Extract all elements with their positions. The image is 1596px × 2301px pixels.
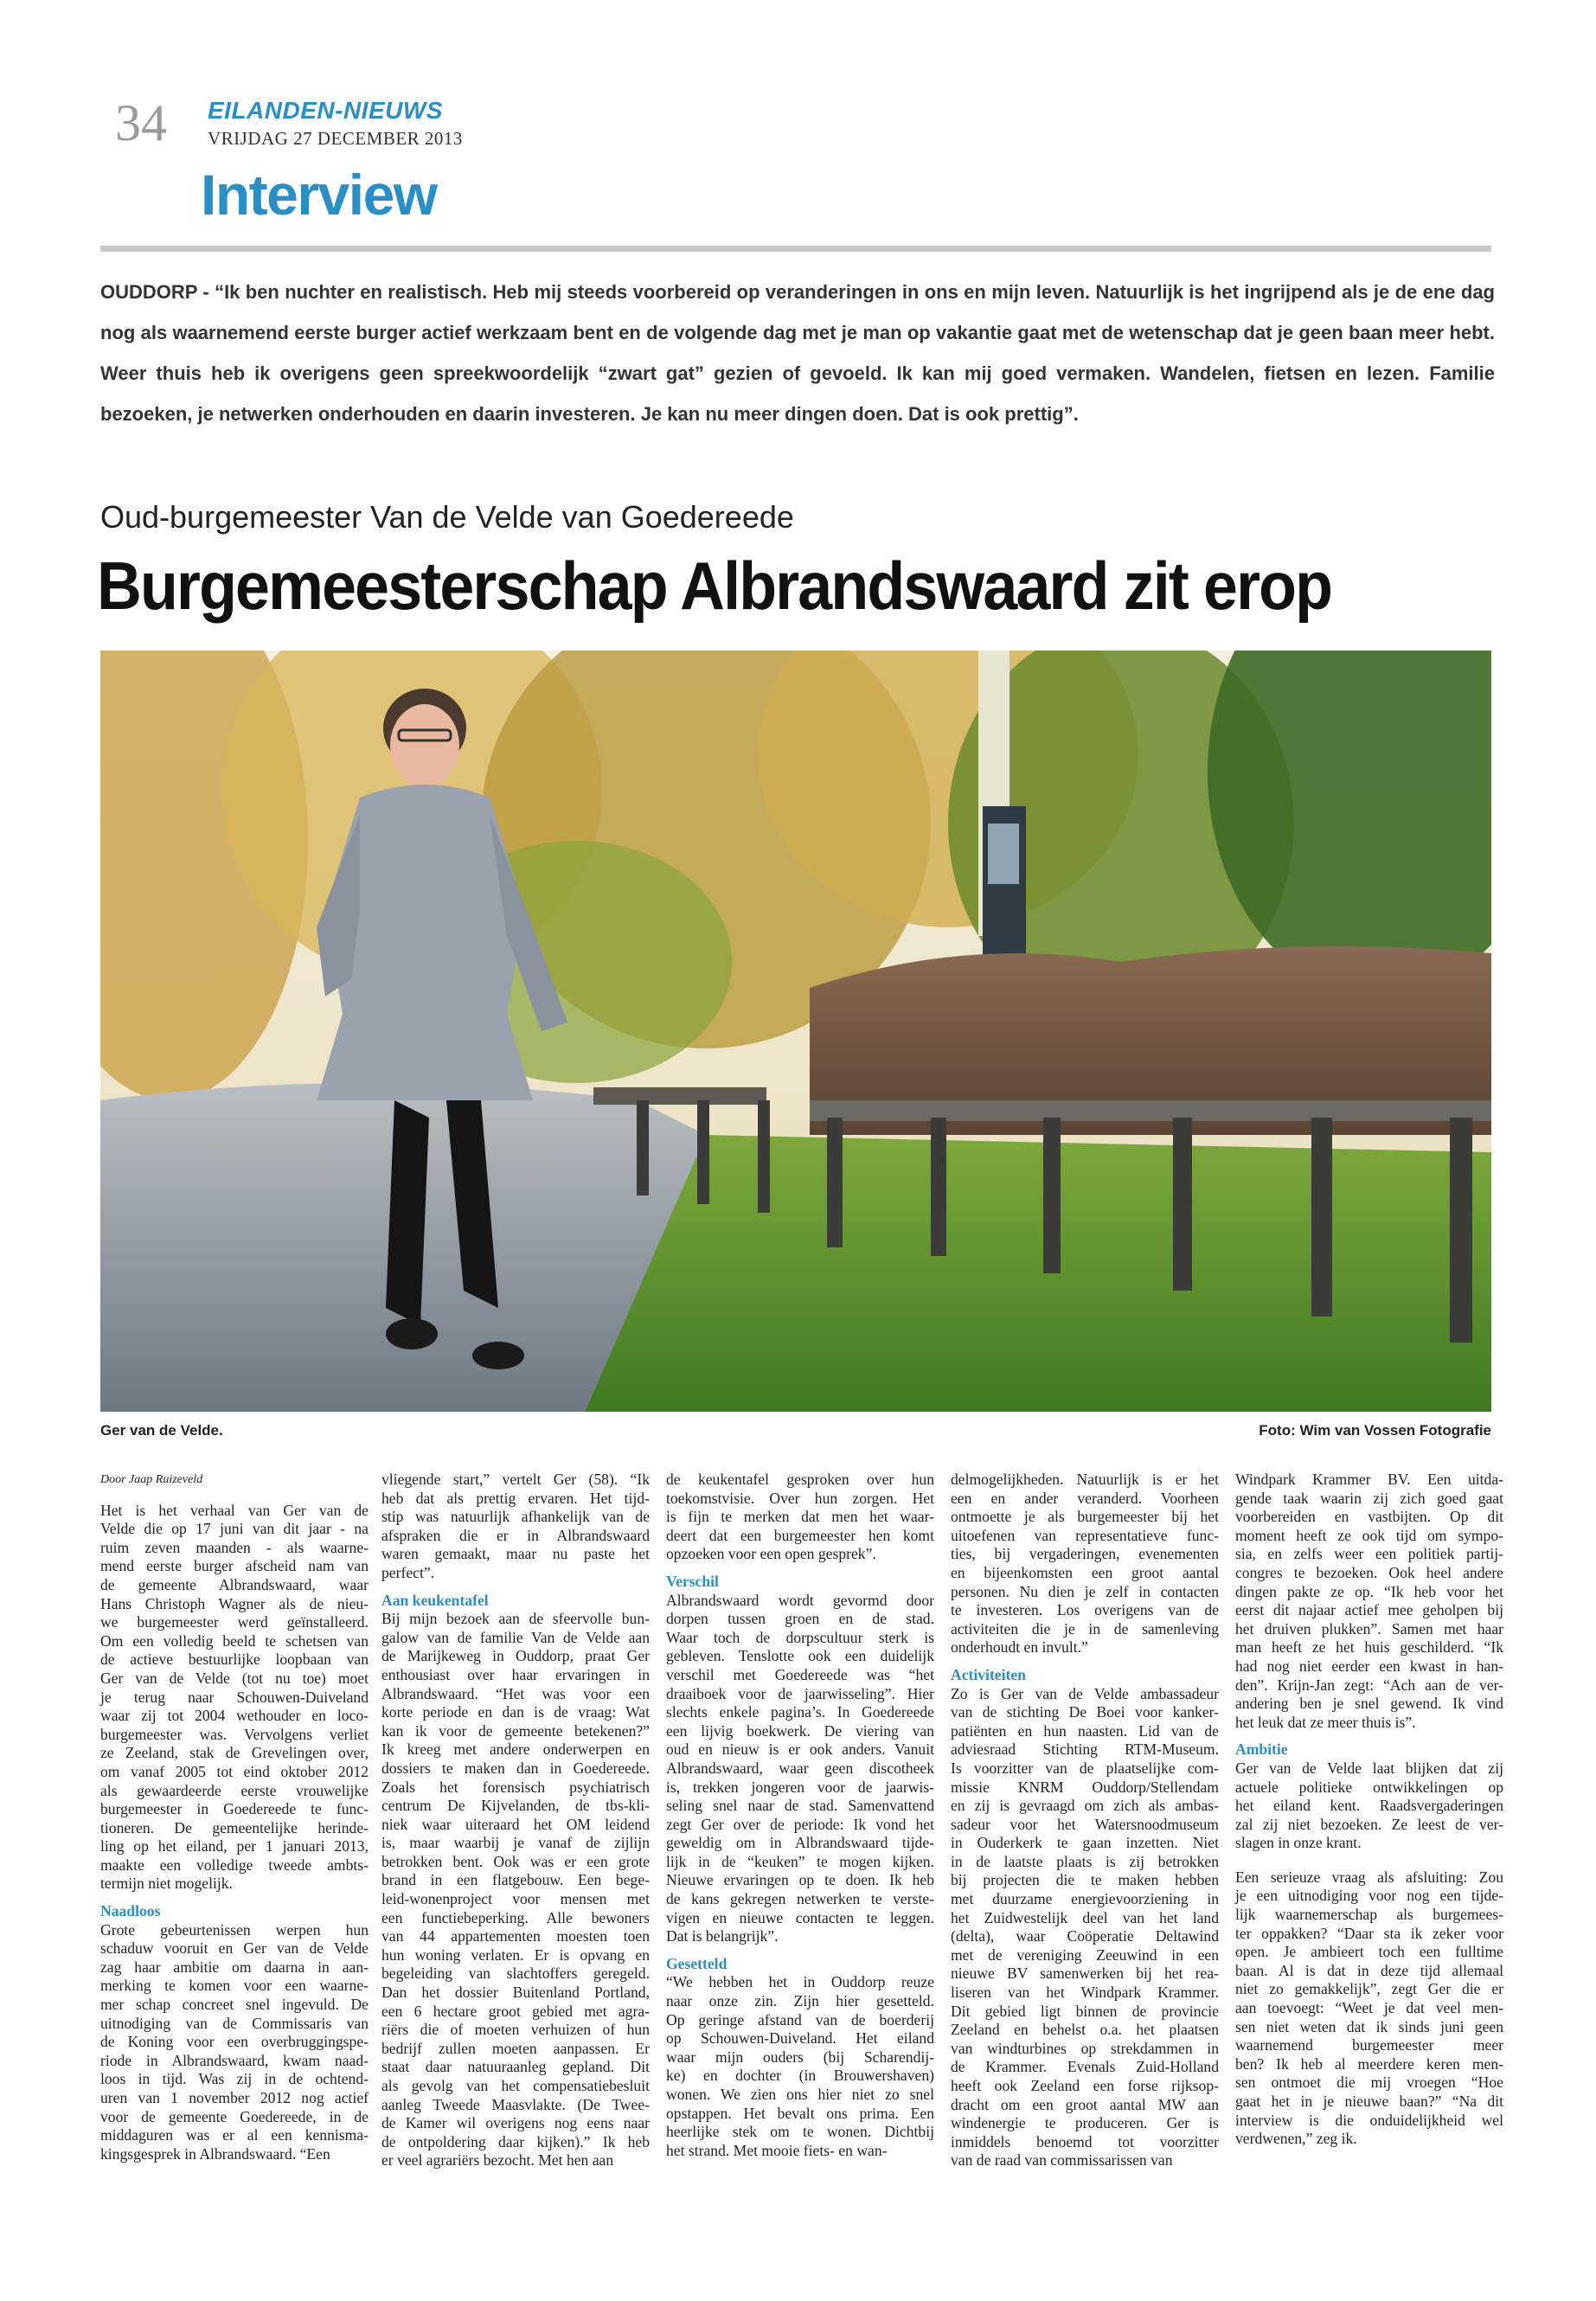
subheading (666, 1955, 934, 1974)
text-line: uren van 1 november 2012 nog actief (100, 2089, 369, 2106)
text-line: Waar toch de dorpscultuur sterk is (666, 1628, 934, 1646)
text-line: waar zij tot 2004 wethouder en loco- (100, 1707, 369, 1725)
section-title: Interview (201, 163, 437, 227)
text-line: het leuk dat ze meer thuis is”. (1235, 1713, 1416, 1731)
text-line: de Koning voor een overbruggingspe- (100, 2033, 369, 2051)
text-line: met duurzame energievoorziening in (951, 1890, 1219, 1908)
text-line: activiteiten die je in de samenleving (951, 1619, 1219, 1638)
article-column-3 (666, 1471, 934, 2160)
text-line: Aan keukentafel (381, 1591, 489, 1609)
text-line: nieuwe BV samenwerken bij het rea- (951, 1965, 1219, 1983)
text-line: bij projecten die te maken hebben (951, 1871, 1219, 1889)
text-line: afspraken die er in Albrandswaard (381, 1526, 650, 1544)
text-line: delmogelijkheden. Natuurlijk is er het (951, 1471, 1219, 1488)
text-line: hun woning verlaten. Er is opvang en (381, 1945, 650, 1964)
text-line: sen ontmoet die mij vroegen “Hoe (1235, 2073, 1503, 2092)
text-line: deert dat een burgemeester hen komt (666, 1526, 934, 1544)
text-line: Zo is Ger van de Velde ambassadeur (951, 1684, 1219, 1702)
text-line: uitoefenen van representatieve func- (951, 1526, 1219, 1544)
text-line: adviesraad Stichting RTM-Museum. (951, 1740, 1219, 1759)
text-line: heb dat als prettig ervaren. Het tijd- (381, 1489, 650, 1507)
text-line: waarnemend burgemeester meer (1235, 2036, 1503, 2054)
text-line: galow van de familie Van de Velde aan (381, 1628, 650, 1646)
paragraph (1235, 1471, 1503, 1732)
text-line: mer schap concreet snel ingevuld. De (100, 1996, 369, 2014)
paragraph (1235, 1759, 1503, 1853)
text-line: loos in tijd. Was zij in de ochtend- (100, 2070, 369, 2088)
subheading (100, 1902, 369, 1921)
masthead-logo: EILANDEN-NIEUWS (208, 97, 443, 124)
text-line: kingsgesprek in Albrandswaard. “Een (100, 2144, 330, 2163)
text-line: heeft ook Zeeland een forse rijksop- (951, 2077, 1219, 2094)
text-line: Velde die op 17 juni van dit jaar - na (100, 1520, 369, 1538)
headline: Burgemeesterschap Albrandswaard zit erop (97, 548, 1332, 624)
text-line: we burgemeester werd geïnstalleerd. (100, 1613, 369, 1631)
text-line: sen niet weten dat ik sinds juni geen (1235, 2017, 1503, 2035)
text-line: Bij mijn bezoek aan de sfeervolle bun- (381, 1610, 650, 1628)
text-line: centrum De Kijvelanden, de tbs-kli- (381, 1797, 650, 1815)
text-line: ontmoette je als burgemeester bij het (951, 1508, 1219, 1526)
text-line: van 44 appartementen moesten toen (381, 1927, 650, 1945)
paragraph (666, 1592, 934, 1946)
text-line: de Marijkeweg in Ouddorp, praat Ger (381, 1647, 650, 1665)
text-line: je een uitnodiging voor nog een tijde- (1235, 1887, 1503, 1905)
text-line: lijk in de “keuken” te mogen kijken. (666, 1852, 934, 1870)
text-line: korte periode en dan is de vraag: Wat (381, 1703, 650, 1721)
paragraph (1235, 1868, 1503, 2149)
text-line: Albrandswaard wordt gevormd door (666, 1591, 934, 1609)
text-line: personen. Nu dien je zelf in contacten (951, 1582, 1219, 1600)
text-line: met de vereniging Zeeuwind in een (951, 1945, 1219, 1964)
text-line: niet zo gemakkelijk”, zegt Ger die er (1235, 1980, 1503, 1998)
text-line: Ger van de Velde (tot nu toe) moet (100, 1669, 369, 1687)
text-line: Om een volledig beeld te schetsen van (100, 1631, 369, 1650)
paragraph (100, 1921, 369, 2164)
text-line: en zij is gevraagd om zich als ambas- (951, 1797, 1219, 1815)
text-line: Dat is belangrijk”. (666, 1927, 779, 1945)
text-line: lijk waarnemerschap als burgemees- (1235, 1906, 1503, 1924)
text-line: de actieve bestuurlijke loopbaan van (100, 1650, 369, 1669)
text-line: actuele politieke ontwikkelingen op (1235, 1778, 1503, 1796)
text-line: ling op het eiland, per 1 januari 2013, (100, 1837, 369, 1856)
text-line: Nieuwe ervaringen op te doen. Ik heb (666, 1871, 934, 1889)
text-line: onderhoudt en invult.” (951, 1638, 1088, 1657)
text-line: het eiland kent. Raadsvergaderingen (1235, 1797, 1503, 1815)
paragraph (666, 1973, 934, 2160)
text-line: dossiers te maken dan in Goedereede. (381, 1759, 650, 1777)
text-line: wonen. We zien ons hier niet zo snel (666, 2086, 934, 2103)
text-line: ties, bij vergaderingen, evenementen (951, 1545, 1219, 1563)
text-line: baan. Al is dat in deze tijd allemaal (1235, 1961, 1503, 1979)
subheading (1235, 1740, 1503, 1759)
kicker: Oud-burgemeester Van de Velde van Goedereede (100, 499, 794, 535)
text-line: interview is die onduidelijkheid wel (1235, 2111, 1503, 2129)
text-line: seling snel naar de stad. Samenvattend (666, 1797, 934, 1815)
text-line: van de stichting De Boei voor kanker- (951, 1703, 1219, 1721)
text-line: Zoals het forensisch psychiatrisch (381, 1778, 650, 1796)
text-line: slechts enkele pagina’s. In Goedereede (666, 1703, 934, 1721)
text-line: draaiboek voor de jaarwisseling”. Hier (666, 1684, 934, 1702)
text-line: (delta), waar Coöperatie Deltawind (951, 1927, 1219, 1945)
header-divider (100, 246, 1491, 252)
text-line: naar onze zin. Zijn hier gesetteld. (666, 1992, 934, 2010)
text-line: heerlijke stek om te wonen. Dichtbij (666, 2123, 934, 2141)
subheading (951, 1666, 1219, 1685)
text-line: de Kamer wil overigens nog eens naar (381, 2114, 650, 2132)
text-line: kan ik voor de gemeente betekenen?” (381, 1721, 650, 1740)
text-line: te investeren. Los overigens van de (951, 1601, 1219, 1619)
subheading (381, 1592, 650, 1611)
text-line: zag haar ambitie om daarna in aan- (100, 1958, 369, 1976)
text-line: patiënten en hun naasten. Lid van de (951, 1721, 1219, 1740)
text-line: niek waar uiteraard het OM leidend (381, 1815, 650, 1833)
article-column-2 (381, 1471, 650, 2170)
text-line: voorbereiden en vastbijten. Op dit (1235, 1508, 1503, 1526)
lead-paragraph: OUDDORP - “Ik ben nuchter en realistisch. Heb mij steeds voorbereid op veranderingen in ons en mijn leven. Natuurlijk is het ingrijpend als je de ene dag nog als waarnemend eerste burger actief werkzaam bent en de volgende dag met je man op vakantie gaat met de wetenschap dat je geen baan meer hebt. Weer thuis heb ik overigens geen spreekwoordelijk “zwart gat” gezien of gevoeld. Ik kan mij goed vermaken. Wandelen, fietsen en lezen. Familie bezoeken, je netwerken onderhouden en daarin investeren. Je kan nu meer dingen doen. Dat is ook prettig”. (100, 281, 1495, 425)
text-line: opzoeken voor een open gesprek”. (666, 1545, 876, 1563)
byline (100, 1471, 369, 1490)
text-line: Zeeland en behelst o.a. het plaatsen (951, 2021, 1219, 2039)
text-line: dracht om een groot aantal MW aan (951, 2095, 1219, 2113)
text-line: een lijvig boekwerk. De viering van (666, 1721, 934, 1740)
text-line: oud en nieuw is er ook anders. Vanuit (666, 1740, 934, 1759)
text-line: eerst dit najaar actief mee geholpen bij (1235, 1601, 1503, 1619)
text-line: vliegende start,” vertelt Ger (58). “Ik (381, 1471, 650, 1488)
text-line: verdwenen,” zeg ik. (1235, 2130, 1357, 2148)
text-line: ter oppakken? “Daar sta ik zeker voor (1235, 1924, 1503, 1942)
text-line: Ger van de Velde laat blijken dat zij (1235, 1759, 1503, 1777)
text-line: Albrandswaard, waar geen discotheek (666, 1759, 934, 1777)
page-number: 34 (115, 94, 167, 151)
text-line: begeleiding van slachtoffers geregeld. (381, 1965, 650, 1983)
text-line: gende taak waarin zij zich goed gaat (1235, 1489, 1503, 1507)
text-line: er veel agrariërs bezocht. Met hen aan (381, 2151, 614, 2170)
text-line: Naadloos (100, 1902, 161, 1920)
text-line: zal zij niet bezoeken. Ze leest de ver- (1235, 1815, 1503, 1833)
article-photo (100, 651, 1491, 1412)
text-line: een functiebeperking. Alle bewoners (381, 1908, 650, 1926)
text-line: van de raad van commissarissen van (951, 2151, 1173, 2170)
text-line: een en ander veranderd. Voorheen (951, 1489, 1219, 1507)
text-line: uitnodiging van de Commissaris van (100, 2014, 369, 2032)
text-line: het Zuidwestelijk deel van het land (951, 1908, 1219, 1926)
text-line: Een serieuze vraag als afsluiting: Zou (1235, 1868, 1503, 1886)
text-line: Activiteiten (951, 1665, 1026, 1683)
publication-date: VRIJDAG 27 DECEMBER 2013 (208, 128, 463, 149)
text-line: brand in een flatgebouw. Een bege- (381, 1871, 650, 1889)
text-line: als gevolg van het compensatiebesluit (381, 2077, 650, 2094)
text-line: gebleven. Tenslotte ook een duidelijk (666, 1647, 934, 1665)
text-line: tioneren. De gemeentelijke herinde- (100, 1818, 369, 1836)
article-column-1 (100, 1471, 369, 2163)
text-line: staat daar natuuraanleg gepland. Dit (381, 2058, 650, 2076)
text-line: stip was natuurlijk afhankelijk van de (381, 1508, 650, 1526)
text-line: Door Jaap Ruizeveld (100, 1473, 203, 1486)
text-line: leid-wonenproject voor mensen met (381, 1890, 650, 1908)
text-line: Grote gebeurtenissen werpen hun (100, 1920, 369, 1939)
text-line: windenergie te produceren. Ger is (951, 2114, 1219, 2132)
text-line: ke) en dochter (in Brouwershaven) (666, 2067, 934, 2085)
text-line: het strand. Met mooie fiets- en wan- (666, 2141, 888, 2159)
text-line: Is voorzitter van de plaatselijke com- (951, 1759, 1219, 1777)
text-line: als gewaardeerde eerste vrouwelijke (100, 1781, 369, 1799)
text-line: riërs die of moeten verhuizen of hun (381, 2021, 650, 2039)
text-line: op Schouwen-Duiveland. Het eiland (666, 2029, 934, 2048)
text-line: den”. Krijn-Jan zegt: “Ach aan de ver- (1235, 1676, 1503, 1694)
text-line: Ik kreeg met andere onderwerpen en (381, 1740, 650, 1759)
text-line: Hans Christoph Wagner als de nieu- (100, 1594, 369, 1612)
paragraph (100, 1502, 369, 1894)
text-line: mend eerste burger afscheid nam van (100, 1557, 369, 1575)
text-line: burgemeester was. Vervolgens verliet (100, 1725, 369, 1743)
paragraph (666, 1471, 934, 1564)
text-line: inmiddels benoemd tot voorzitter (951, 2132, 1219, 2150)
text-line: termijn niet mogelijk. (100, 1875, 233, 1893)
text-line: congres te bezoeken. Ook heel andere (1235, 1563, 1503, 1581)
text-line: slagen in onze krant. (1235, 1834, 1362, 1852)
text-line: de gemeente Albrandswaard, waar (100, 1575, 369, 1593)
text-line: schaduw vooruit en Ger van de Velde (100, 1939, 369, 1958)
text-line: de keukentafel gesproken over hun (666, 1471, 934, 1488)
text-line: merking te komen voor een waarne- (100, 1977, 369, 1995)
text-line: ze Zeeland, stak de Grevelingen over, (100, 1744, 369, 1762)
text-line: je terug naar Schouwen-Duiveland (100, 1688, 369, 1706)
paragraph (951, 1471, 1219, 1657)
text-line: van windturbines op strekdammen in (951, 2039, 1219, 2057)
text-line: burgemeester in Goedereede te func- (100, 1800, 369, 1818)
photo-credit: Foto: Wim van Vossen Fotografie (1259, 1422, 1491, 1439)
text-line: zegt Ger over de periode: Ik vond het (666, 1815, 934, 1833)
text-line: enthousiast over haar ervaringen in (381, 1665, 650, 1683)
text-line: de ontpoldering daar kijken).” Ik heb (381, 2132, 650, 2150)
text-line: “We hebben het in Ouddorp reuze (666, 1973, 934, 1991)
text-line: maakte een volledige tweede ambts- (100, 1856, 369, 1874)
paragraph (951, 1685, 1219, 2170)
text-line: de Krammer. Evenals Zuid-Holland (951, 2058, 1219, 2076)
text-line: missie KNRM Ouddorp/Stellendam (951, 1778, 1219, 1796)
text-line: bedrijf zullen moeten aanpassen. Er (381, 2039, 650, 2057)
text-line: waren gemaakt, maar nu paste het (381, 1545, 650, 1563)
text-line: is, maar waarbij je vanaf de zijlijn (381, 1834, 650, 1852)
paragraph (381, 1471, 650, 1583)
text-line: perfect”. (381, 1563, 435, 1581)
photo-caption: Ger van de Velde. (100, 1422, 223, 1439)
text-line: man heeft ze het huis geschilderd. “Ik (1235, 1638, 1503, 1657)
text-line: in de laatste plaats is zij betrokken (951, 1852, 1219, 1870)
text-line: Albrandswaard. “Het was voor een (381, 1684, 650, 1702)
text-line: gaat het in je nieuwe baan?” “Na dit (1235, 2093, 1503, 2110)
text-line: Het is het verhaal van Ger van de (100, 1501, 369, 1519)
photo-illustration (100, 651, 1491, 1412)
text-line: verschil met Goedereede was “het (666, 1665, 934, 1683)
text-line: waar mijn ouders (bij Scharendij- (666, 2048, 934, 2066)
text-line: Op geringe afstand van de boerderij (666, 2010, 934, 2029)
text-line: vigen en nieuwe contacten te leggen. (666, 1908, 934, 1926)
text-line: toekomstvisie. Over hun zorgen. Het (666, 1489, 934, 1507)
text-line: voor de gemeente Goedereede, in de (100, 2107, 369, 2125)
text-line: is fijn te merken dat men het waar- (666, 1508, 934, 1526)
text-line: is, trekken jongeren voor de jaarwis- (666, 1778, 934, 1796)
text-line: moment heeft ze ook tijd om sympo- (1235, 1526, 1503, 1544)
text-line: de kans gekregen netwerken te verste- (666, 1890, 934, 1908)
text-line: een 6 hectare groot gebied met agra- (381, 2002, 650, 2020)
text-line: sia, en zelfs weer een politiek partij- (1235, 1545, 1503, 1563)
text-line: Ambitie (1235, 1740, 1288, 1759)
text-line: andering ben je snel gewend. Ik vind (1235, 1695, 1503, 1713)
text-line: betrokken bent. Ook was er een grote (381, 1852, 650, 1870)
text-line: geweldig om in Albrandswaard tijde- (666, 1834, 934, 1852)
text-line: aanleg Tweede Maasvlakte. (De Twee- (381, 2095, 650, 2113)
text-line: had nog niet eerder een kwast in han- (1235, 1657, 1503, 1675)
text-line: Verschil (666, 1572, 719, 1590)
text-line: sadeur voor het Watersnoodmuseum (951, 1815, 1219, 1833)
text-line: dingen pakte ze op. “Ik heb voor het (1235, 1582, 1503, 1600)
text-line: open. Je ambieert toch een fulltime (1235, 1943, 1503, 1961)
text-line: dorpen tussen groen en de stad. (666, 1610, 934, 1628)
text-line: ruim zeven maanden - als waarne- (100, 1538, 369, 1556)
text-line: opstappen. Het bevalt ons prima. Een (666, 2104, 934, 2122)
text-line: Dit gebied ligt binnen de provincie (951, 2002, 1219, 2020)
text-line: het druiven plukken”. Samen met haar (1235, 1619, 1503, 1638)
text-line: Windpark Krammer BV. Een uitda- (1235, 1471, 1503, 1488)
text-line: riode in Albrandswaard, kwam naad- (100, 2051, 369, 2069)
text-line: en bijeenkomsten een groot aantal (951, 1563, 1219, 1581)
text-line: Gesetteld (666, 1954, 727, 1972)
text-line: middaguren was er al een kennisma- (100, 2126, 369, 2144)
text-line: in Ouderkerk te gaan inzetten. Niet (951, 1834, 1219, 1852)
article-column-4 (951, 1471, 1219, 2170)
article-column-5 (1235, 1471, 1503, 2149)
text-line: ben? Ik heb al meerdere keren men- (1235, 2054, 1503, 2073)
text-line: om vanaf 2005 tot eind oktober 2012 (100, 1762, 369, 1780)
text-line: Dan het dossier Buitenland Portland, (381, 1984, 650, 2002)
text-line: liseren van het Windpark Krammer. (951, 1984, 1219, 2002)
subheading (666, 1573, 934, 1592)
text-line: aan toevoegt: “Weet je dat veel men- (1235, 1999, 1503, 2017)
paragraph (381, 1610, 650, 2170)
